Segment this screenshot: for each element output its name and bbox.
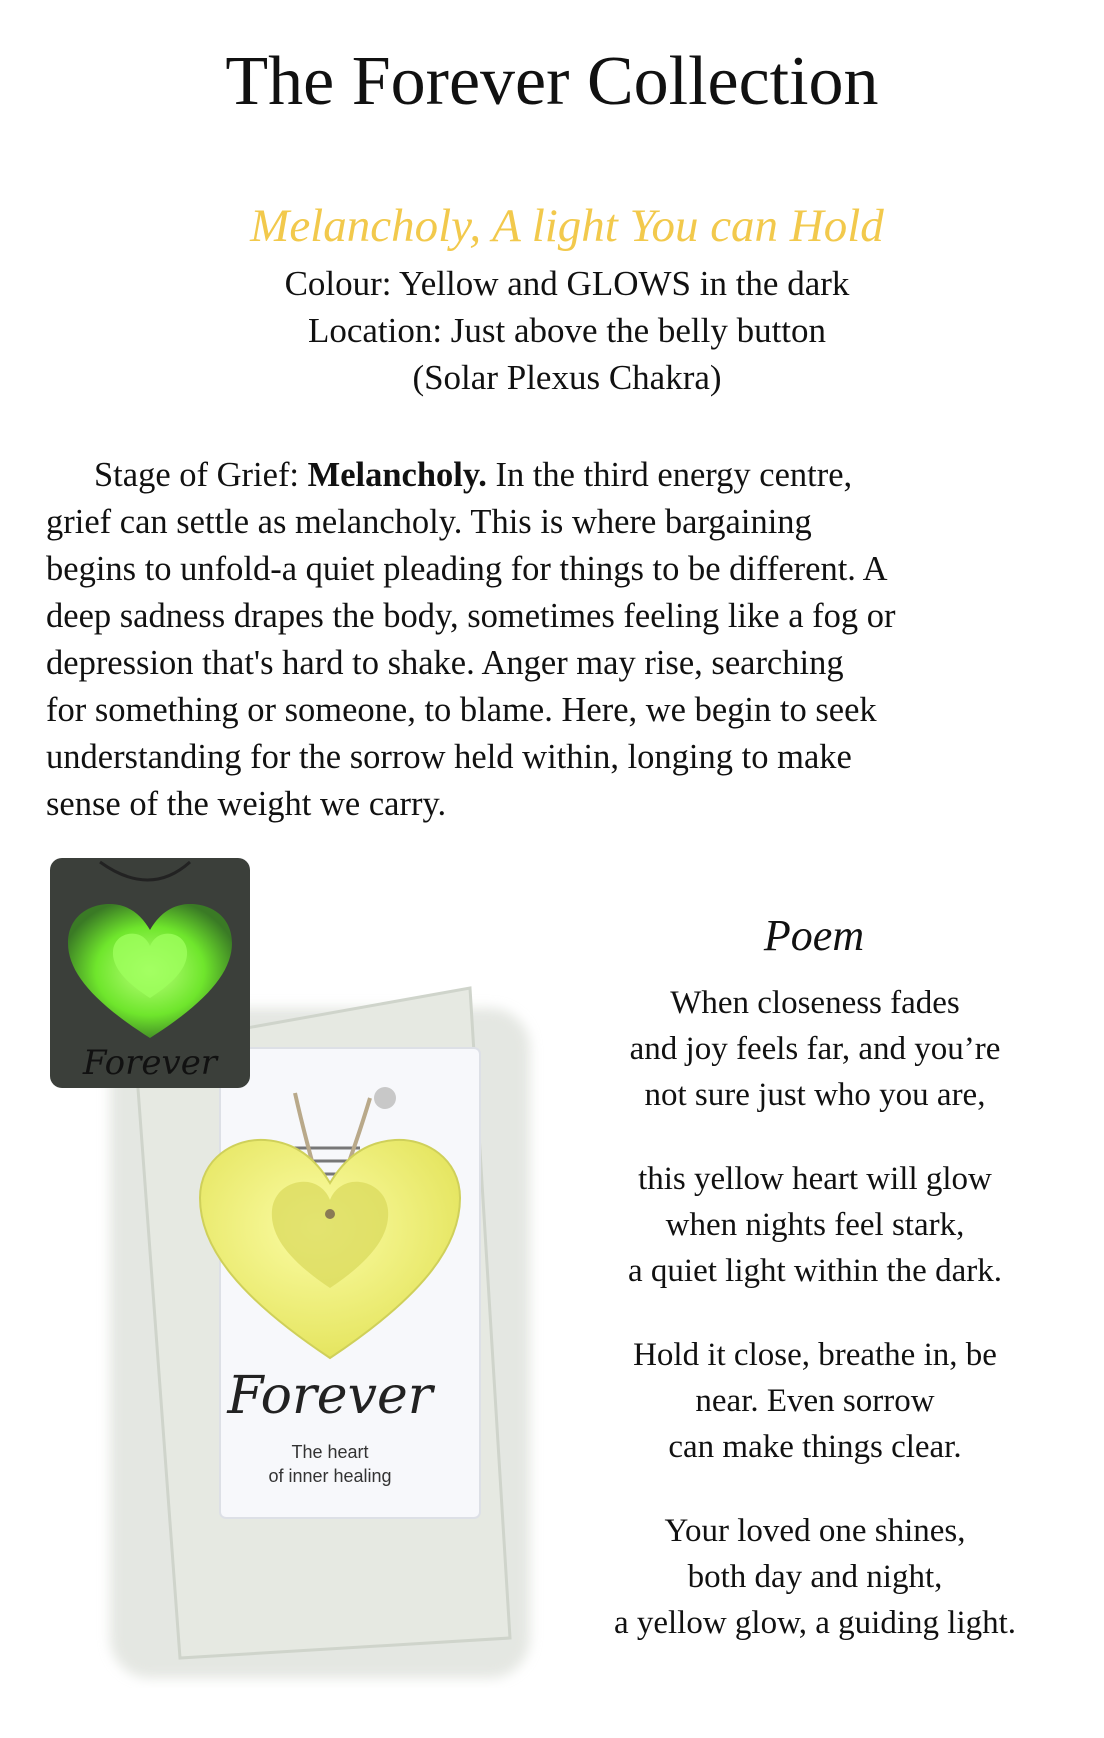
- description-line: for something or someone, to blame. Here, we begin to seek: [46, 691, 877, 729]
- poem-line: not sure just who you are,: [644, 1077, 986, 1113]
- glow-inset: [50, 858, 250, 1088]
- poem-stanza: [580, 1156, 1050, 1294]
- product-subtitle: Melancholy, A light You can Hold: [250, 200, 884, 252]
- stage-lead: Stage of Grief:: [94, 456, 308, 494]
- poem-line: and joy feels far, and you’re: [629, 1031, 1001, 1067]
- poem-line: near. Even sorrow: [695, 1383, 935, 1419]
- poem: [580, 980, 1050, 1684]
- poem-line: can make things clear.: [668, 1429, 962, 1465]
- location-line: Location: Just above the belly button: [307, 311, 827, 350]
- product-photo: [40, 858, 600, 1688]
- card-brand: Forever: [227, 1366, 433, 1426]
- poem-line: Hold it close, breathe in, be: [633, 1337, 997, 1373]
- description-line: understanding for the sorrow held within, longing to make: [46, 738, 852, 776]
- poem-stanza: [580, 980, 1050, 1118]
- description-line: grief can settle as melancholy. This is where bargaining: [46, 503, 812, 541]
- poem-title: Poem: [763, 911, 865, 960]
- description-line: sense of the weight we carry.: [46, 785, 447, 823]
- card-tagline-2: of inner healing: [268, 1466, 392, 1486]
- stage-rest: In the third energy centre,: [486, 456, 853, 494]
- poem-line: both day and night,: [687, 1559, 943, 1595]
- poem-stanza: [580, 1508, 1050, 1646]
- poem-line: this yellow heart will glow: [638, 1161, 992, 1197]
- card-tagline-1: The heart: [291, 1442, 369, 1462]
- poem-stanza: [580, 1332, 1050, 1470]
- chakra-line: (Solar Plexus Chakra): [412, 358, 722, 397]
- poem-line: when nights feel stark,: [665, 1207, 965, 1243]
- page-title: The Forever Collection: [225, 43, 879, 120]
- inset-brand: Forever: [82, 1043, 218, 1083]
- description-line: deep sadness drapes the body, sometimes feeling like a fog or: [46, 597, 896, 635]
- description-line: begins to unfold-a quiet pleading for things to be different. A: [46, 550, 888, 588]
- description-line: [46, 452, 1066, 499]
- product-card: [200, 1048, 480, 1518]
- description: [46, 452, 1066, 828]
- poem-line: a yellow glow, a guiding light.: [613, 1605, 1017, 1641]
- product-info: [0, 260, 1104, 401]
- stage-name: Melancholy.: [307, 456, 487, 494]
- colour-line: Colour: Yellow and GLOWS in the dark: [284, 264, 850, 303]
- poem-line: When closeness fades: [670, 985, 960, 1021]
- description-line: depression that's hard to shake. Anger may rise, searching: [46, 644, 844, 682]
- poem-line: Your loved one shines,: [664, 1513, 966, 1549]
- poem-line: a quiet light within the dark.: [628, 1253, 1002, 1289]
